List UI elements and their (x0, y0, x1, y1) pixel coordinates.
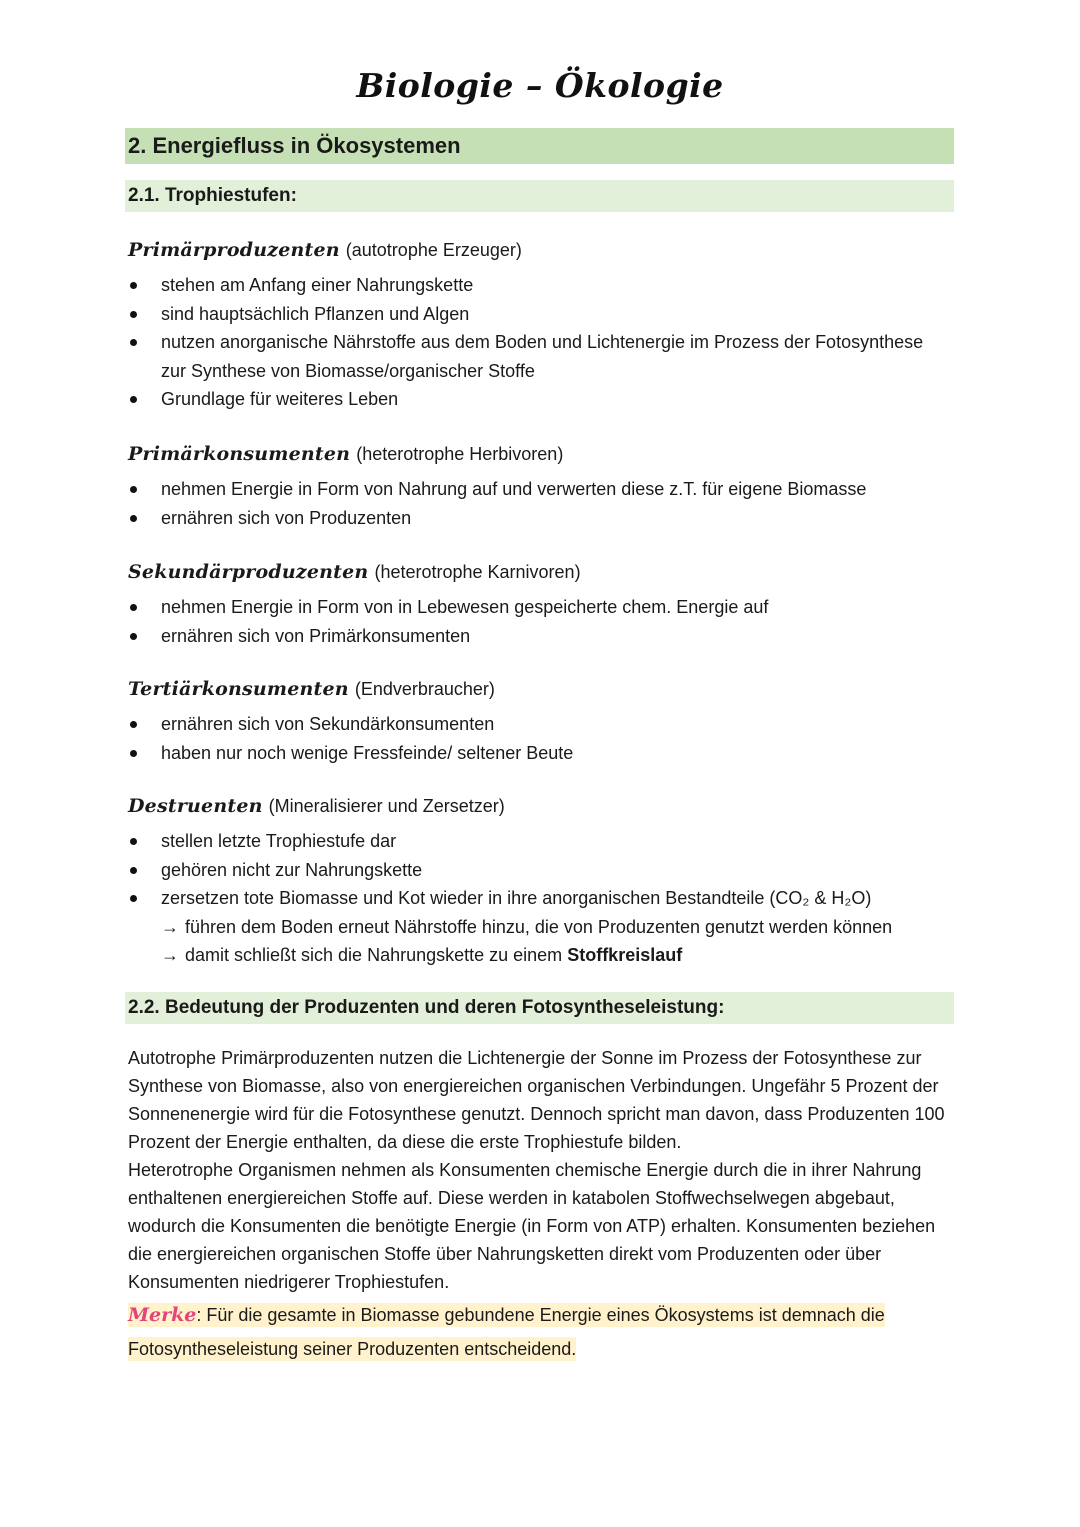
bullet-text: nehmen Energie in Form von Nahrung auf und verwerten diese z.T. für eigene Biomasse (161, 479, 867, 499)
bullet-text: gehören nicht zur Nahrungskette (161, 859, 423, 880)
bullet-text: nehmen Energie in Form von in Lebewesen gespeicherte chem. Energie auf (161, 597, 769, 617)
document-title: Biologie – Ökologie (356, 66, 724, 105)
arrow-text-bold: Stoffkreislauf (567, 945, 683, 965)
subsection-heading-bedeutung: 2.2. Bedeutung der Produzenten und deren Fotosyntheseleistung: (125, 992, 954, 1024)
arrow-line (161, 941, 954, 970)
bullet-list (128, 827, 954, 970)
bullet-text: ernähren sich von Produzenten (161, 507, 412, 528)
bullet-item (128, 710, 954, 739)
bullet-text: haben nur noch wenige Fressfeinde/ seltener Beute (161, 742, 574, 763)
bullet-item (128, 300, 954, 329)
bullet-text: stehen am Anfang einer Nahrungskette (161, 275, 474, 295)
bullet-text: ernähren sich von Primärkonsumenten (161, 625, 471, 646)
bullet-text: nutzen anorganische Nährstoffe aus dem Boden und Lichtenergie im Prozess der Fotosynthese (161, 332, 924, 352)
block-destruenten (128, 794, 954, 970)
bullet-text: zersetzen tote Biomasse und Kot wieder in ihre anorganischen Bestandteile (CO₂ & H₂O) (161, 888, 872, 908)
bullet-item (128, 385, 954, 414)
block-tertiaerkonsumenten (128, 677, 954, 767)
block-heading (128, 238, 954, 262)
bullet-list (128, 271, 954, 414)
bullet-item (128, 856, 954, 885)
block-heading (128, 677, 954, 701)
block-primaerproduzenten (128, 238, 954, 414)
arrow-text: damit schließt sich die Nahrungskette zu einem (185, 945, 563, 965)
block-primaerkonsumenten (128, 442, 954, 532)
bullet-item (128, 328, 954, 385)
paragraph: Heterotrophe Organismen nehmen als Konsumenten chemische Energie durch die in ihrer Nahrung enthaltenen energiereichen Stoffe auf. Diese werden in katabolen Stoffwechselwegen abgebaut, wodurch die Konsumenten die benötigte Energie (in Form von ATP) erhalten. Konsumenten beziehen die energiereichen organischen Stoffe über Nahrungsketten direkt vom Produzenten oder über Konsumenten niedrigerer Trophiestufen. (128, 1160, 936, 1292)
bullet-item (128, 739, 954, 768)
arrow-line (161, 913, 954, 942)
block-heading (128, 560, 954, 584)
block-note: (heterotrophe Karnivoren) (374, 562, 581, 582)
block-heading (128, 794, 954, 818)
body-text (128, 1044, 958, 1296)
merke-highlight (128, 1303, 885, 1361)
block-heading (128, 442, 954, 466)
block-note: (autotrophe Erzeuger) (345, 240, 522, 260)
merke-note (128, 1298, 958, 1366)
block-sekundaerproduzenten (128, 560, 954, 650)
merke-label: Merke (128, 1304, 197, 1326)
bullet-item (128, 622, 954, 651)
bullet-text: stellen letzte Trophiestufe dar (161, 831, 397, 851)
block-term: Sekundärproduzenten (128, 561, 369, 583)
subsection-heading-trophiestufen: 2.1. Trophiestufen: (125, 180, 954, 212)
arrow-text: führen dem Boden erneut Nährstoffe hinzu, die von Produzenten genutzt werden können (185, 916, 893, 937)
bullet-item (128, 271, 954, 300)
block-term: Destruenten (128, 795, 263, 817)
block-note: (heterotrophe Herbivoren) (356, 444, 564, 464)
bullet-text: Grundlage für weiteres Leben (161, 389, 399, 409)
arrow-right-icon: → (161, 945, 179, 965)
bullet-list (128, 710, 954, 767)
bullet-item (128, 593, 954, 622)
section-heading: 2. Energiefluss in Ökosystemen (125, 128, 954, 164)
bullet-text: ernähren sich von Sekundärkonsumenten (161, 714, 495, 734)
block-note: (Endverbraucher) (354, 679, 495, 699)
bullet-text-continuation: zur Synthese von Biomasse/organischer Stoffe (161, 360, 535, 381)
bullet-item (128, 475, 954, 504)
bullet-item (128, 884, 954, 970)
bullet-list (128, 475, 954, 532)
block-term: Tertiärkonsumenten (128, 678, 349, 700)
merke-text: : Für die gesamte in Biomasse gebundene Energie eines Ökosystems ist demnach die Fotosyntheseleistung seiner Produzenten entscheidend. (128, 1305, 885, 1359)
bullet-text: sind hauptsächlich Pflanzen und Algen (161, 303, 470, 324)
block-term: Primärproduzenten (128, 239, 340, 261)
bullet-item (128, 504, 954, 533)
block-term: Primärkonsumenten (128, 443, 351, 465)
bullet-list (128, 593, 954, 650)
bullet-item (128, 827, 954, 856)
block-note: (Mineralisierer und Zersetzer) (268, 796, 505, 816)
paragraph: Autotrophe Primärproduzenten nutzen die Lichtenergie der Sonne im Prozess der Fotosynthese zur Synthese von Biomasse, also von energiereichen organischen Verbindungen. Ungefähr 5 Prozent der Sonnenenergie wird für die Fotosynthese genutzt. Dennoch spricht man davon, dass Produzenten 100 Prozent der Energie enthalten, da diese die erste Trophiestufe bilden. (128, 1048, 945, 1152)
arrow-right-icon: → (161, 916, 179, 937)
